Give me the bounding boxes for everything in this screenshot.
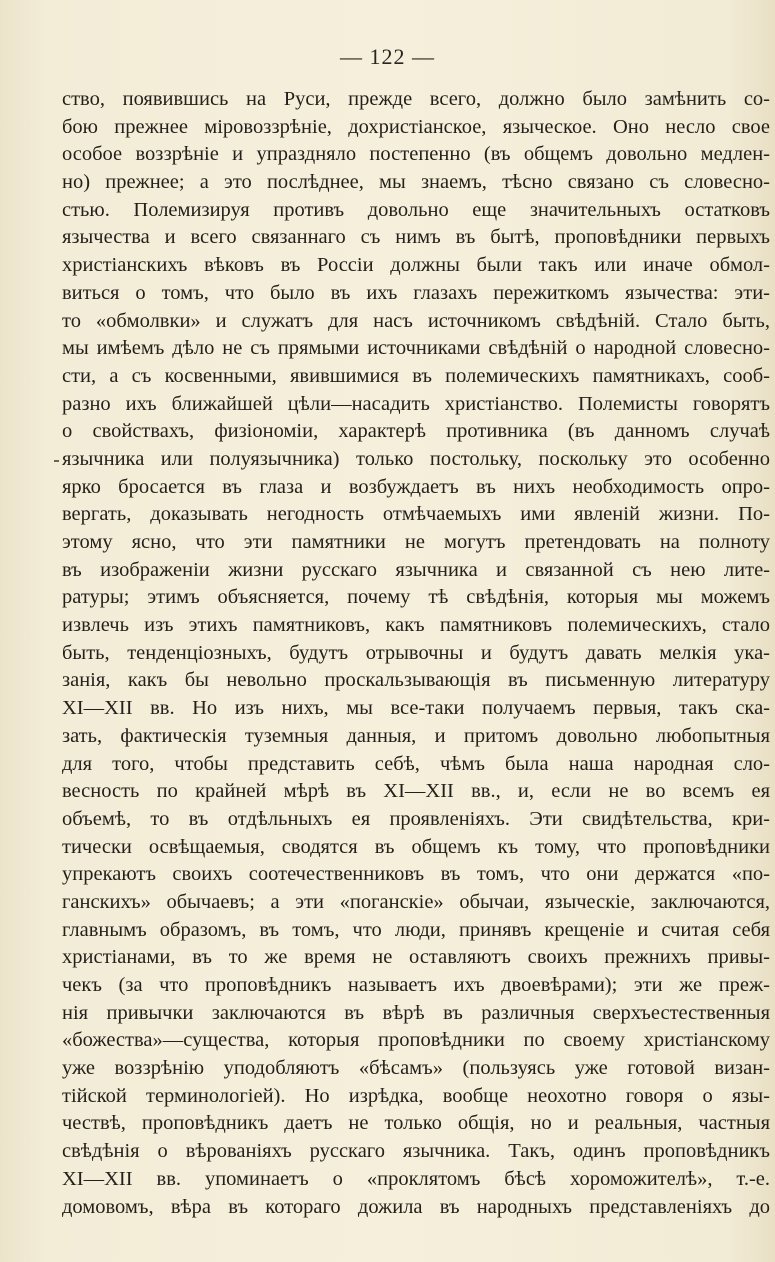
text-line: но) прежнее; а это послѣднее, мы знаемъ, тѣсно связано съ словесно-	[62, 171, 770, 194]
text-line: домовомъ, вѣра въ котораго дожила въ народныхъ представленіяхъ до	[62, 1195, 770, 1218]
text-line: занія, какъ бы невольно проскальзывающія въ письменную литературу	[62, 669, 770, 692]
text-line: упрекаютъ своихъ соотечественниковъ въ томъ, что они держатся «по-	[62, 863, 770, 886]
text-line: разно ихъ ближайшей цѣли—насадить христіанство. Полемисты говорятъ	[62, 392, 770, 415]
text-line: тически освѣщаемыя, сводятся въ общемъ къ тому, что проповѣдники	[62, 835, 770, 858]
text-line: ярко бросается въ глаза и возбуждаетъ въ нихъ необходимость опро-	[62, 475, 770, 498]
body-text	[62, 86, 770, 1221]
text-line: тійской терминологіей). Но изрѣдка, вообще неохотно говоря о язы-	[62, 1084, 770, 1107]
text-line: быть, тенденціозныхъ, будутъ отрывочны и будутъ давать мелкія ука-	[62, 641, 770, 664]
text-line: извлечь изъ этихъ памятниковъ, какъ памятниковъ полемическихъ, стало	[62, 614, 770, 637]
text-line: виться о томъ, что было въ ихъ глазахъ пережиткомъ язычества: эти-	[62, 281, 770, 304]
text-line: вергать, доказывать негодность отмѣчаемыхъ ими явленій жизни. По-	[62, 503, 770, 526]
text-line: стью. Полемизируя противъ довольно еще значительныхъ остатковъ	[62, 198, 770, 221]
text-line: чествѣ, проповѣдникъ даетъ не только общія, но и реальныя, частныя	[62, 1112, 770, 1135]
text-line: ратуры; этимъ объясняется, почему тѣ свѣдѣнія, которыя мы можемъ	[62, 586, 770, 609]
text-line: свѣдѣнія о вѣрованіяхъ русскаго язычника. Такъ, одинъ проповѣдникъ	[62, 1140, 770, 1163]
text-line: язычества и всего связаннаго съ нимъ въ бытѣ, проповѣдники первыхъ	[62, 226, 770, 249]
text-line: главнымъ образомъ, въ томъ, что люди, принявъ крещеніе и считая себя	[62, 918, 770, 941]
margin-mark	[54, 460, 59, 462]
text-line: XI—XII вв. упоминаетъ о «проклятомъ бѣсѣ хороможителѣ», т.-е.	[62, 1167, 770, 1190]
text-line: для того, чтобы представить себѣ, чѣмъ была наша народная сло-	[62, 752, 770, 775]
text-line: христіанами, въ то же время не оставляютъ своихъ прежнихъ привы-	[62, 946, 770, 969]
text-line: особое воззрѣніе и упраздняло постепенно (въ общемъ довольно медлен-	[62, 143, 770, 166]
text-line: зать, фактическія туземныя данныя, и притомъ довольно любопытныя	[62, 724, 770, 747]
text-line: чекъ (за что проповѣдникъ называетъ ихъ двоевѣрами); эти же преж-	[62, 974, 770, 996]
text-line: нія привычки заключаются въ вѣрѣ въ различныя сверхъестественныя	[62, 1001, 770, 1024]
text-line: ство, появившись на Руси, прежде всего, должно было замѣнить со-	[62, 88, 770, 110]
text-line: христіанскихъ вѣковъ въ Россіи должны были такъ или иначе обмол-	[62, 254, 770, 277]
page-number: — 122 —	[340, 44, 435, 69]
text-line: этому ясно, что эти памятники не могутъ претендовать на полноту	[62, 531, 770, 553]
text-line: то «обмолвки» и служатъ для насъ источникомъ свѣдѣній. Стало быть,	[62, 309, 770, 332]
text-line: уже воззрѣнію уподобляютъ «бѣсамъ» (пользуясь уже готовой визан-	[62, 1057, 770, 1080]
text-line: ганскихъ» обычаевъ; а эти «поганскіе» обычаи, языческіе, заключаются,	[62, 890, 770, 913]
text-line: мы имѣемъ дѣло не съ прямыми источниками свѣдѣній о народной словесно-	[62, 337, 770, 360]
text-line: объемѣ, то въ отдѣльныхъ ея проявленіяхъ. Эти свидѣтельства, кри-	[62, 807, 770, 830]
text-line: «божества»—существа, которыя проповѣдники по своему христіанскому	[62, 1029, 770, 1052]
text-line: язычника или полуязычника) только постольку, поскольку это особенно	[62, 447, 770, 470]
text-line: весность по крайней мѣрѣ въ XI—XII вв., и, если не во всемъ ея	[62, 780, 770, 803]
text-line: въ изображеніи жизни русскаго язычника и связанной съ нею лите-	[62, 558, 770, 581]
text-line: бою прежнее міровоззрѣніе, дохристіанское, языческое. Оно несло свое	[62, 115, 770, 138]
text-line: сти, а съ косвенными, явившимися въ полемическихъ памятникахъ, сооб-	[62, 364, 770, 387]
text-line: о свойствахъ, физіономіи, характерѣ противника (въ данномъ случаѣ	[62, 420, 770, 443]
text-line: XI—XII вв. Но изъ нихъ, мы все-таки получаемъ первыя, такъ ска-	[62, 697, 770, 720]
